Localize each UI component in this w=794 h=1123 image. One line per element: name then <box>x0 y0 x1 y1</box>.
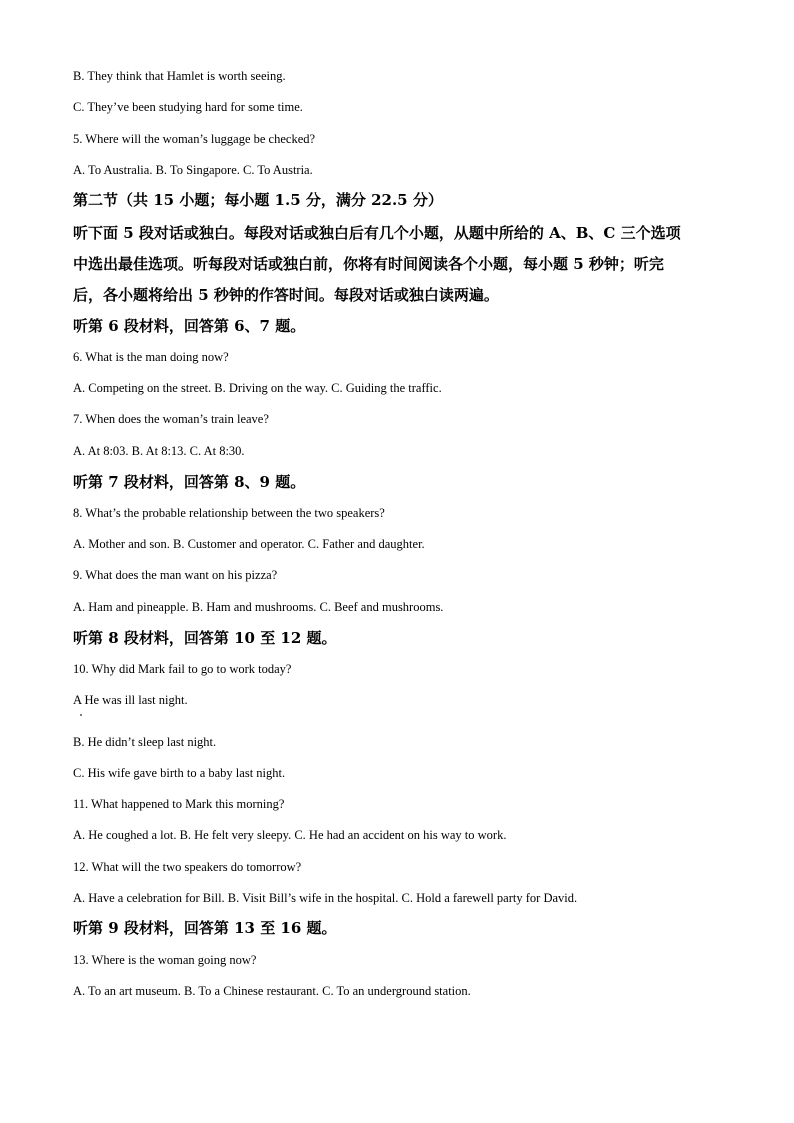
question-line: 8. What’s the probable relationship between the two speakers? <box>73 506 385 520</box>
option-line: A. Have a celebration for Bill. B. Visit Bill’s wife in the hospital. C. Hold a farewell party for David. <box>73 891 578 905</box>
instruction-line: 听下面 5 段对话或独白。每段对话或独白后有几个小题，从题中所给的 A、B、C 三个选项 <box>73 224 681 242</box>
passage-heading: 听第 8 段材料，回答第 10 至 12 题。 <box>73 629 337 647</box>
passage-heading: 听第 7 段材料，回答第 8、9 题。 <box>73 473 306 491</box>
option-line: A. To an art museum. B. To a Chinese restaurant. C. To an underground station. <box>73 984 471 998</box>
question-line: 5. Where will the woman’s luggage be checked? <box>73 132 316 146</box>
option-line: A. Ham and pineapple. B. Ham and mushrooms. C. Beef and mushrooms. <box>73 600 444 614</box>
option-line: B. They think that Hamlet is worth seeing. <box>73 69 286 83</box>
question-line: 12. What will the two speakers do tomorrow? <box>73 860 302 874</box>
question-line: 6. What is the man doing now? <box>73 350 229 364</box>
instruction-line: 后，各小题将给出 5 秒钟的作答时间。每段对话或独白读两遍。 <box>73 286 499 304</box>
question-line: 11. What happened to Mark this morning? <box>73 797 285 811</box>
question-line: 10. Why did Mark fail to go to work today? <box>73 662 292 676</box>
option-line: A He was ill last night. <box>73 693 188 707</box>
option-line: B. He didn’t sleep last night. <box>73 735 217 749</box>
option-line: A. At 8:03. B. At 8:13. C. At 8:30. <box>73 444 245 458</box>
question-line: 13. Where is the woman going now? <box>73 953 257 967</box>
option-line: A. To Australia. B. To Singapore. C. To Austria. <box>73 163 313 177</box>
question-line: 9. What does the man want on his pizza? <box>73 568 278 582</box>
stray-dot <box>80 714 82 716</box>
passage-heading: 听第 9 段材料，回答第 13 至 16 题。 <box>73 919 337 937</box>
option-line: A. Competing on the street. B. Driving on the way. C. Guiding the traffic. <box>73 381 442 395</box>
option-line: C. His wife gave birth to a baby last night. <box>73 766 286 780</box>
question-line: 7. When does the woman’s train leave? <box>73 412 269 426</box>
instruction-line: 中选出最佳选项。听每段对话或独白前，你将有时间阅读各个小题，每小题 5 秒钟；听完 <box>73 255 664 273</box>
option-line: A. Mother and son. B. Customer and operator. C. Father and daughter. <box>73 537 425 551</box>
passage-heading: 听第 6 段材料，回答第 6、7 题。 <box>73 317 306 335</box>
option-line: A. He coughed a lot. B. He felt very sleepy. C. He had an accident on his way to work. <box>73 828 507 842</box>
option-line: C. They’ve been studying hard for some time. <box>73 100 303 114</box>
section-heading: 第二节（共 15 小题；每小题 1.5 分，满分 22.5 分） <box>73 191 443 209</box>
